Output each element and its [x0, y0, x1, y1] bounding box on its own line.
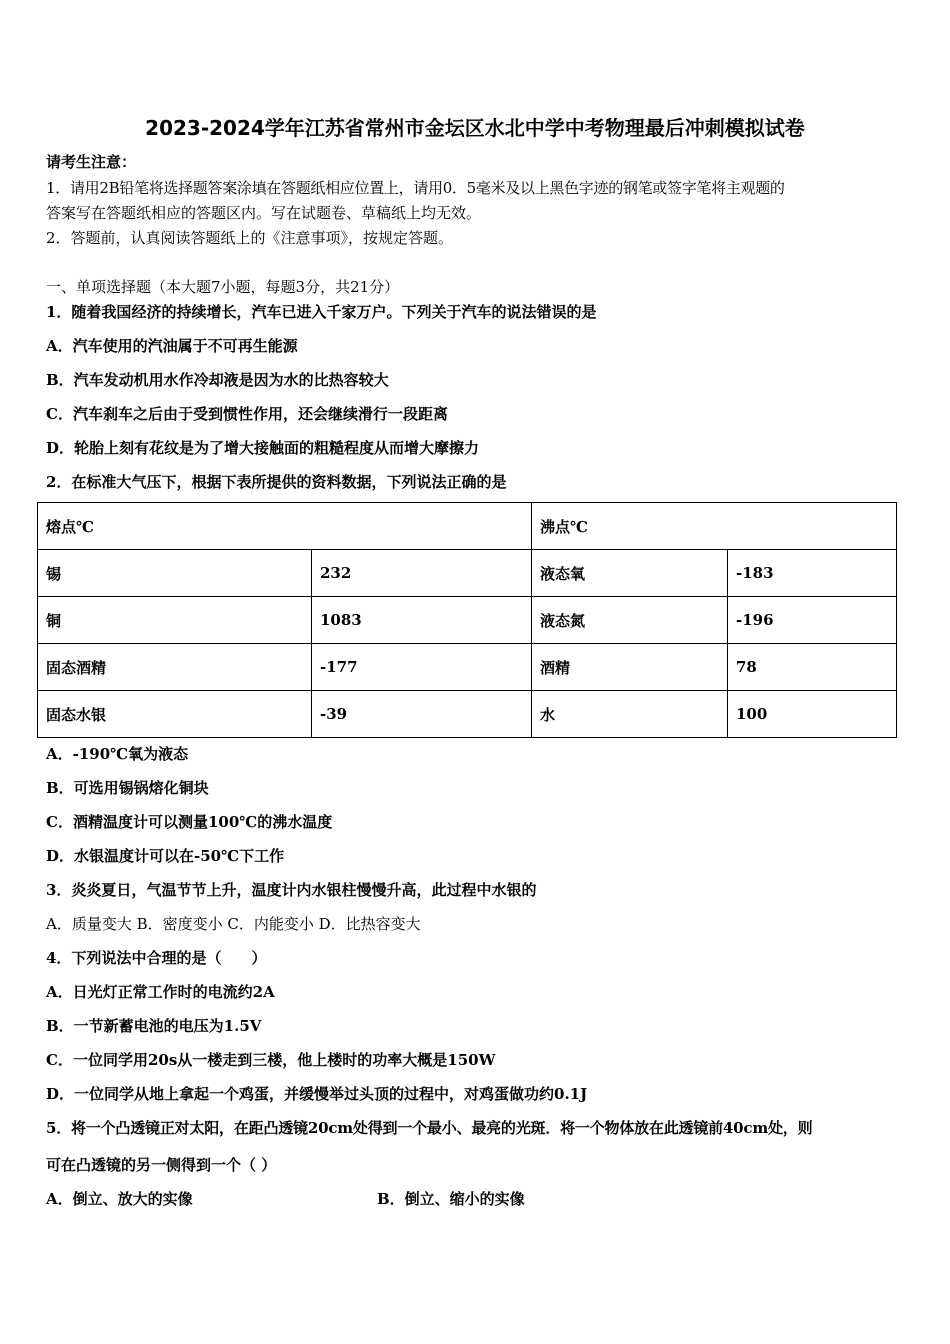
table-header-row: [38, 503, 897, 550]
q2-stem: 2．在标准大气压下，根据下表所提供的资料数据，下列说法正确的是: [46, 473, 507, 491]
table-cell: 100: [728, 691, 897, 738]
q3-stem: 3．炎炎夏日，气温节节上升，温度计内水银柱慢慢升高，此过程中水银的: [46, 881, 537, 899]
q4-option-b: B．一节新蓄电池的电压为1.5V: [46, 1017, 262, 1035]
q1-option-c: C．汽车刹车之后由于受到惯性作用，还会继续滑行一段距离: [46, 405, 448, 423]
table-cell: -177: [312, 644, 532, 691]
q4-option-d: D．一位同学从地上拿起一个鸡蛋，并缓慢举过头顶的过程中，对鸡蛋做功约0.1J: [46, 1085, 588, 1103]
table-row: [38, 597, 897, 644]
table-cell: 液态氧: [532, 550, 728, 597]
notice-item-1-line-2: 答案写在答题纸相应的答题区内。写在试题卷、草稿纸上均无效。: [46, 204, 482, 222]
table-cell: -196: [728, 597, 897, 644]
table-cell: 锡: [38, 550, 312, 597]
q4-option-a: A．日光灯正常工作时的电流约2A: [46, 983, 275, 1001]
table-cell: 固态酒精: [38, 644, 312, 691]
table-cell: 232: [312, 550, 532, 597]
table-row: [38, 691, 897, 738]
table-cell: 固态水银: [38, 691, 312, 738]
table-cell: 1083: [312, 597, 532, 644]
table-cell: 酒精: [532, 644, 728, 691]
q3-options: A．质量变大 B．密度变小 C．内能变小 D．比热容变大: [46, 915, 421, 933]
table-row: [38, 644, 897, 691]
table-cell: 水: [532, 691, 728, 738]
table-row: [38, 550, 897, 597]
notice-item-2: 2．答题前，认真阅读答题纸上的《注意事项》，按规定答题。: [46, 229, 454, 247]
q1-stem: 1．随着我国经济的持续增长，汽车已进入千家万户。下列关于汽车的说法错误的是: [46, 303, 597, 321]
q2-option-d: D．水银温度计可以在-50℃下工作: [46, 847, 285, 865]
section-heading: 一、单项选择题（本大题7小题，每题3分，共21分）: [46, 278, 400, 296]
notice-heading: 请考生注意：: [46, 153, 137, 171]
table-cell: 液态氮: [532, 597, 728, 644]
table-cell: 铜: [38, 597, 312, 644]
q1-option-a: A．汽车使用的汽油属于不可再生能源: [46, 337, 298, 355]
q1-option-b: B．汽车发动机用水作冷却液是因为水的比热容较大: [46, 371, 389, 389]
table-cell: -39: [312, 691, 532, 738]
q5-option-a: A．倒立、放大的实像: [46, 1190, 193, 1208]
header-melting: 熔点℃: [38, 503, 532, 550]
q2-option-c: C．酒精温度计可以测量100℃的沸水温度: [46, 813, 333, 831]
q2-option-a: A．-190℃氧为液态: [46, 745, 189, 763]
q2-option-b: B．可选用锡锅熔化铜块: [46, 779, 209, 797]
q5-stem-line-2: 可在凸透镜的另一侧得到一个（ ）: [46, 1156, 277, 1174]
table-cell: 78: [728, 644, 897, 691]
q5-stem-line-1: 5．将一个凸透镜正对太阳，在距凸透镜20cm处得到一个最小、最亮的光斑．将一个物体放在此透镜前40cm处，则: [46, 1119, 813, 1137]
header-boiling: 沸点℃: [532, 503, 897, 550]
exam-title: 2023-2024学年江苏省常州市金坛区水北中学中考物理最后冲刺模拟试卷: [145, 116, 805, 140]
q4-option-c: C．一位同学用20s从一楼走到三楼，他上楼时的功率大概是150W: [46, 1051, 496, 1069]
q1-option-d: D．轮胎上刻有花纹是为了增大接触面的粗糙程度从而增大摩擦力: [46, 439, 480, 457]
notice-item-1-line-1: 1．请用2B铅笔将选择题答案涂填在答题纸相应位置上，请用0．5毫米及以上黑色字迹的钢笔或签字笔将主观题的: [46, 179, 785, 197]
q5-option-b: B．倒立、缩小的实像: [377, 1190, 525, 1208]
table-cell: -183: [728, 550, 897, 597]
q4-stem: 4．下列说法中合理的是（ ）: [46, 949, 267, 967]
data-table: [37, 502, 897, 738]
